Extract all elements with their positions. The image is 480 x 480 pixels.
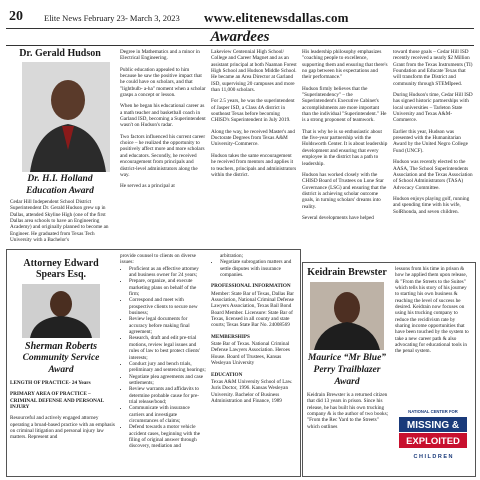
section-rule bbox=[6, 45, 474, 46]
paragraph: Member: State Bar of Texas, Dallas Bar Association, National Criminal Defense Lawyers Association, Texas Bail Bond Board Member. Licensure: State Bar of Texas, licensed in all county and state courts; Texas State Bar No. 24008569 bbox=[211, 290, 294, 329]
portrait-silhouette-icon bbox=[310, 282, 384, 350]
hudson-name: Dr. Gerald Hudson bbox=[19, 48, 101, 59]
memberships-heading: MEMBERSHIPS bbox=[211, 333, 250, 340]
paragraph: He served as a principal at bbox=[120, 183, 175, 190]
list-item: • Defend towards a motor vehicle accident cases, beginning with the filing of original answer through discovery, mediation and bbox=[129, 424, 206, 449]
logo-main-text-1: MISSING & bbox=[406, 420, 460, 431]
paragraph: Two factors influenced his current career choice – he realized the opportunity to positively affect more and more scholars and educators. Secondly, he received encouragement from principals and district-level administrators along the way. bbox=[120, 133, 206, 178]
roberts-role: Attorney Edward Spears Esq. bbox=[23, 258, 99, 280]
portrait-silhouette-icon bbox=[22, 284, 100, 338]
roberts-col-2 bbox=[120, 253, 206, 473]
hudson-col-2 bbox=[120, 49, 206, 245]
ncmec-logo-graphic bbox=[396, 400, 470, 470]
paragraph: His leadership philosophy emphasizes "coaching people to excellence, supporting them and ensuring that there's no gap between his expectations and their performance." bbox=[302, 49, 388, 81]
paragraph: Hudson has worked closely with the CHISD Board of Trustees on Lone Star Governance (LSG) and ensuring that the district is achieving scholar outcome goals, in turning scholars' dreams into reality. bbox=[302, 171, 387, 210]
brewster-name: Keidrain Brewster bbox=[307, 267, 387, 278]
roberts-award-1: Community Service bbox=[22, 353, 100, 363]
paragraph: Resourceful and actively engaged attorney operating a broad-based practice with an emphasis on criminal litigation and personal injury law matters. Represent and bbox=[10, 415, 115, 441]
prof-heading: PROFESSIONAL INFORMATION bbox=[211, 283, 291, 290]
paragraph: Hudson takes the same encouragement he received from mentors and applies it to teachers, principals and administrators within the district. bbox=[211, 152, 297, 178]
duties-list-cont bbox=[211, 259, 297, 278]
brewster-award-3: Award bbox=[334, 377, 360, 387]
hudson-photo bbox=[22, 62, 110, 172]
ncmec-logo bbox=[396, 400, 470, 470]
list-item: • Negotiate plea agreements and case settlements; bbox=[129, 374, 206, 387]
paragraph: Cedar Hill Independent School District Superintendent Dr. Gerald Hudson grew up in Dallas, attended Skyline High (one of the first Dallas area schools to have an Engineering Academy) and originally planned to become an Engineer. He graduated from Texas Tech University with a Bachelor's bbox=[10, 199, 109, 244]
paragraph: That is why he is so enthusiastic about the five-year partnership with the Holdsworth Center. It is about leadership development and ensuring that every employee in the district has a path to leadership. bbox=[302, 128, 388, 167]
paragraph: Lakeview Centennial High School/ College and Career Magnet and as an assistant principal at both Naaman Forest High School and Hudson Middle School. He became an Area Director at Garland ISD, supervising 20 campuses and more than 11,000 scholars. bbox=[211, 49, 297, 94]
logo-bottom-text: C H I L D R E N bbox=[413, 454, 453, 460]
paragraph: Degree in Mathematics and a minor in Electrical Engineering. bbox=[120, 49, 200, 62]
list-item: • Negotiate subrogation matters and settle disputes with insurance companies. bbox=[220, 259, 297, 278]
paragraph: Hudson enjoys playing golf, running and spending time with his wife, SolRhonda, and seven children. bbox=[393, 195, 470, 215]
hudson-col-5 bbox=[393, 49, 475, 245]
hudson-col-4 bbox=[302, 49, 388, 245]
paragraph: Public education appealed to him because he saw the positive impact that he could have on scholars, and that "lightbulb- a-ha" moment when a scholar grasps a concept or lesson. bbox=[120, 66, 206, 99]
paragraph: Several developments have helped bbox=[302, 214, 374, 221]
brewster-award-2: Perry Trailblazer bbox=[313, 365, 381, 375]
list-item: • Proficient as an effective attorney and business owner for 24 years; bbox=[129, 266, 206, 279]
list-item: • Conduct jury and bench trials, preliminary and sentencing hearings; bbox=[129, 361, 206, 374]
duties-list bbox=[120, 266, 206, 450]
issue-date: Elite News February 23- March 3, 2023 bbox=[44, 13, 180, 23]
paragraph: For 2.5 years, he was the superintendent of Jasper ISD, a Class 4A district in southeast Texas before becoming CHISD's Superintendent in July 2019. bbox=[211, 98, 295, 124]
hudson-col-3 bbox=[211, 49, 297, 245]
paragraph: Along the way, he received Master's and Doctorate Degrees from Texas A&M University-Commerce. bbox=[211, 128, 295, 148]
portrait-silhouette-icon bbox=[22, 62, 110, 172]
page-number: 20 bbox=[9, 9, 23, 24]
list-item: • Prepare, organize, and execute marketing plans on behalf of the firm; bbox=[129, 278, 206, 297]
roberts-award-2: Award bbox=[48, 365, 74, 375]
primary-label: PRIMARY AREA OF PRACTICE – CRIMINAL DEFENSE AND PERSONAL INJURY bbox=[10, 391, 104, 411]
roberts-col-1 bbox=[10, 380, 116, 472]
list-item: • Research, draft and edit pre-trial motions, review legal issues and rules of law to best protect clients' interests; bbox=[129, 335, 206, 360]
brewster-photo bbox=[310, 282, 384, 350]
roberts-name: Sherman Roberts bbox=[25, 341, 97, 352]
paragraph: When he began his educational career as a math teacher and basketball coach in Garland ISD, becoming a Superintendent wasn't on Hudson's radar. bbox=[120, 103, 206, 129]
roberts-col-3 bbox=[211, 253, 297, 473]
paragraph: arbitration; bbox=[220, 253, 244, 259]
list-item: • Review legal documents for accuracy before making final agreement; bbox=[129, 316, 206, 335]
hudson-award-title-2: Education Award bbox=[26, 186, 94, 196]
brewster-col-2 bbox=[395, 266, 471, 386]
roberts-photo bbox=[22, 284, 100, 338]
paragraph: toward those goals – Cedar Hill ISD recently received a nearly $2 Million Grant from the Texas Instruments (TI) Foundation and Educate Texas that will transform the District and community through STEMIpeed. bbox=[393, 49, 473, 87]
paragraph: Hudson was recently elected to the AASA, The School Superintendents Association and the Texas Association of School Administrators (TASA) Advocacy Committee. bbox=[393, 159, 473, 191]
paragraph: Hudson firmly believes that the "Superintendency" – the Superintendent's Executive Cabinet's accomplishments are more important than the individual "Superintendent." He is a strong proponent of teamwork. bbox=[302, 85, 387, 124]
section-title: Awardees bbox=[210, 29, 270, 45]
hudson-award-title-1: Dr. H.I. Holland bbox=[27, 174, 93, 184]
paragraph: Keidrain Brewster is a returned citizen that did 13 years in prison. Since his release, he has built his own trucking company & is the author of two books; "From the Rec Yard to the Streets" which outlines bbox=[307, 392, 389, 430]
length-label: LENGTH OF PRACTICE- 24 Years bbox=[10, 380, 91, 386]
brewster-col-1 bbox=[307, 392, 391, 472]
list-item: • Communicate with insurance carriers and investigate circumstances of claims; bbox=[129, 405, 206, 424]
paragraph: lessons from his time in prison & how he applied them upon release, & "From the Streets to the Suites" which tells his story of his journey to starting his own business & reaching the level of success he desired. Keidrain now focuses on using his trucking company to reduce the recidivism rate by sharing income opportunities that have been touched by the system to take a new career path & also advocating for educational tools in the penal system. bbox=[395, 266, 469, 355]
list-item: • Review warrants and affidavits to determine probable cause for pre-trial release/bond; bbox=[129, 386, 206, 405]
education-heading: EDUCATION bbox=[211, 371, 243, 378]
paragraph: provide counsel to clients on diverse issues: bbox=[120, 253, 196, 266]
logo-top-text: NATIONAL CENTER FOR bbox=[408, 409, 458, 414]
logo-main-text-2: EXPLOITED bbox=[406, 436, 460, 447]
paragraph: During Hudson's time, Cedar Hill ISD has signed historic partnerships with local universities – Tarleton State University and Texas A&M-Commerce. bbox=[393, 92, 473, 124]
website-url[interactable]: www.elitenewsdallas.com bbox=[204, 10, 349, 25]
paragraph: Earlier this year, Hudson was presented with the Humanitarian Award by the United Negro College Fund (UNCF). bbox=[393, 128, 468, 154]
hudson-col-1 bbox=[10, 199, 116, 247]
paragraph: State Bar of Texas. National Criminal Defense Lawyers Association. Heroes House. Board of Trustees, Kansas Wesleyan University bbox=[211, 341, 290, 367]
paragraph: Texas A&M University School of Law. Juris Doctor, 1996. Kansas Wesleyan University. Bachelor of Business Administration and Finance, 1989 bbox=[211, 378, 293, 404]
brewster-award-1: Maurice “Mr Blue” bbox=[307, 353, 387, 363]
list-item: • Correspond and meet with prospective clients to secure new business; bbox=[129, 297, 206, 316]
